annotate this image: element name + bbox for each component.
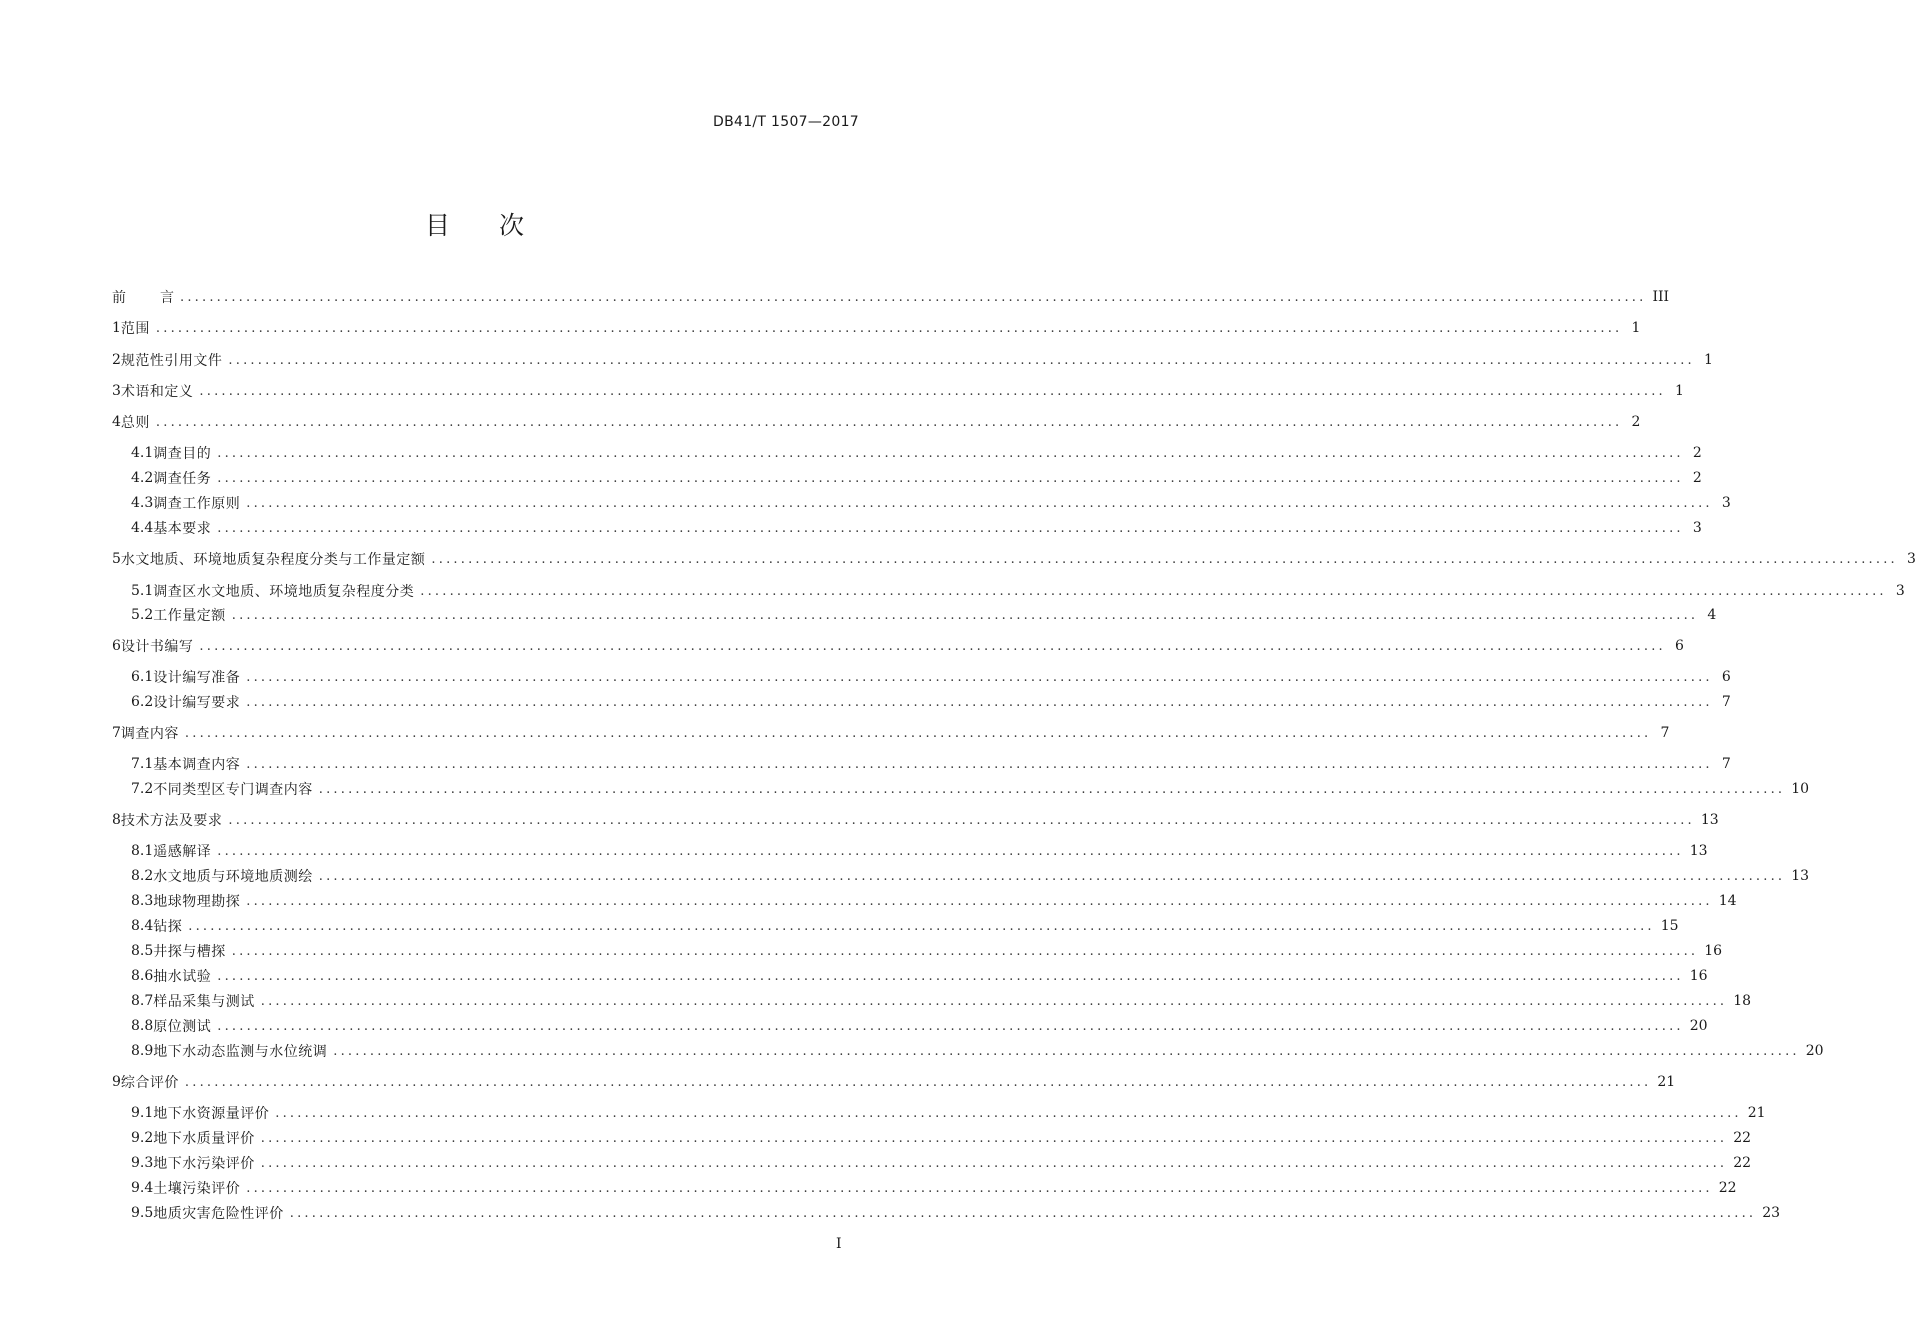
toc-entry-number: 4.2 [131, 470, 154, 486]
toc-entry-page: 2 [1692, 470, 1702, 486]
toc-entry-label: 井探与槽探 [153, 944, 226, 960]
toc-entry-label: 地下水质量评价 [153, 1131, 255, 1147]
toc-entry-label: 调查任务 [153, 471, 212, 487]
toc-entry-number: 7.1 [131, 756, 154, 772]
toc-entry-label: 水文地质与环境地质测绘 [153, 869, 313, 885]
toc-entry-label: 前 言 [112, 290, 174, 306]
toc-entry-label: 基本要求 [153, 521, 212, 537]
toc-entry[interactable] [131, 605, 1717, 625]
toc-entry-label: 样品采集与测试 [153, 994, 255, 1010]
toc-entry-number: 8.6 [131, 968, 154, 984]
toc-entry-number: 8.3 [131, 893, 154, 909]
toc-entry[interactable] [131, 866, 1810, 886]
toc-entry-page: 18 [1733, 993, 1752, 1009]
toc-entry[interactable] [131, 941, 1723, 961]
toc-leader-dots: ........................................................................................................................................................................................................ [246, 495, 1713, 511]
toc-leader-dots: ........................................................................................................................................................................................................ [246, 669, 1713, 685]
toc-entry-number: 9.4 [131, 1180, 154, 1196]
toc-entry-label: 设计编写准备 [153, 670, 241, 686]
toc-leader-dots: ........................................................................................................................................................................................................ [180, 289, 1647, 305]
toc-leader-dots: ........................................................................................................................................................................................................ [217, 445, 1684, 461]
toc-entry-label: 技术方法及要求 [120, 813, 223, 829]
toc-entry-page: III [1652, 289, 1670, 305]
toc-entry-number: 9.1 [131, 1105, 154, 1121]
toc-entry[interactable] [131, 1041, 1824, 1061]
toc-leader-dots: ........................................................................................................................................................................................................ [217, 520, 1684, 536]
toc-entry-label: 调查工作原则 [153, 496, 241, 512]
toc-entry[interactable] [131, 966, 1708, 986]
toc-leader-dots: ........................................................................................................................................................................................................ [228, 812, 1695, 828]
toc-entry-number: 4 [112, 414, 121, 430]
toc-entry[interactable] [131, 443, 1702, 463]
toc-entry-page: 22 [1733, 1155, 1752, 1171]
toc-entry-page: 16 [1704, 943, 1723, 959]
toc-entry-number: 2 [112, 352, 121, 368]
toc-entry-page: 3 [1721, 495, 1731, 511]
toc-entry[interactable] [131, 841, 1708, 861]
toc-entry-label: 总则 [120, 415, 150, 431]
toc-leader-dots: ........................................................................................................................................................................................................ [231, 607, 1699, 623]
toc-entry[interactable] [131, 468, 1702, 488]
toc-entry[interactable] [131, 493, 1731, 513]
toc-leader-dots: ........................................................................................................................................................................................................ [217, 1018, 1684, 1034]
page-title [0, 206, 950, 242]
toc-entry[interactable] [131, 754, 1731, 774]
toc-entry[interactable] [112, 350, 1713, 370]
title-char-left: 目 [424, 211, 451, 240]
toc-entry-label: 原位测试 [153, 1019, 212, 1035]
toc-entry-number: 8.2 [131, 868, 154, 884]
toc-entry-label: 地下水动态监测与水位统调 [153, 1044, 328, 1060]
toc-entry-number: 8.7 [131, 993, 154, 1009]
toc-leader-dots: ........................................................................................................................................................................................................ [318, 868, 1786, 884]
toc-leader-dots: ........................................................................................................................................................................................................ [318, 781, 1786, 797]
toc-entry-label: 地下水污染评价 [153, 1156, 255, 1172]
toc-leader-dots: ........................................................................................................................................................................................................ [155, 320, 1623, 336]
toc-entry-label: 工作量定额 [153, 608, 226, 624]
toc-entry-page: 21 [1747, 1105, 1766, 1121]
toc-entry-number: 9 [112, 1074, 121, 1090]
toc-entry-number: 4.1 [131, 445, 154, 461]
toc-entry-page: 3 [1895, 583, 1905, 599]
toc-entry[interactable] [112, 810, 1719, 830]
toc-entry-label: 不同类型区专门调查内容 [153, 782, 313, 798]
toc-entry[interactable] [131, 1178, 1737, 1198]
toc-entry-number: 6 [112, 638, 121, 654]
toc-leader-dots: ........................................................................................................................................................................................................ [184, 1074, 1652, 1090]
toc-entry-page: 13 [1689, 843, 1708, 859]
toc-leader-dots: ........................................................................................................................................................................................................ [246, 756, 1713, 772]
toc-entry-page: 6 [1721, 669, 1731, 685]
toc-entry[interactable] [112, 412, 1641, 432]
toc-entry-number: 8.1 [131, 843, 154, 859]
toc-entry-label: 设计书编写 [120, 639, 194, 655]
toc-entry[interactable] [131, 1128, 1752, 1148]
toc-leader-dots: ........................................................................................................................................................................................................ [246, 1180, 1713, 1196]
toc-entry[interactable] [112, 549, 1916, 569]
toc-entry[interactable] [131, 1016, 1708, 1036]
toc-entry[interactable] [131, 891, 1737, 911]
toc-entry-page: 2 [1631, 414, 1641, 430]
toc-entry-page: 15 [1660, 918, 1679, 934]
toc-entry[interactable] [131, 1203, 1781, 1223]
toc-leader-dots: ........................................................................................................................................................................................................ [199, 383, 1666, 399]
toc-entry-page: 20 [1689, 1018, 1708, 1034]
toc-entry-number: 4.4 [131, 520, 154, 536]
toc-entry-number: 8.9 [131, 1043, 154, 1059]
toc-leader-dots: ........................................................................................................................................................................................................ [199, 638, 1666, 654]
title-char-right: 次 [499, 211, 526, 240]
toc-entry-number: 9.3 [131, 1155, 154, 1171]
toc-entry-number: 8 [112, 812, 121, 828]
toc-leader-dots: ........................................................................................................................................................................................................ [275, 1105, 1742, 1121]
toc-entry[interactable] [131, 692, 1731, 712]
toc-entry-page: 3 [1692, 520, 1702, 536]
document-code: DB41/T 1507—2017 [713, 114, 859, 130]
toc-entry-page: 4 [1707, 607, 1717, 623]
toc-entry-label: 术语和定义 [120, 384, 194, 400]
toc-entry-number: 5 [112, 551, 121, 567]
toc-entry[interactable] [112, 318, 1641, 338]
toc-entry-label: 土壤污染评价 [153, 1181, 241, 1197]
toc-leader-dots: ........................................................................................................................................................................................................ [260, 993, 1728, 1009]
toc-entry[interactable] [131, 1153, 1752, 1173]
toc-entry-page: 22 [1718, 1180, 1737, 1196]
toc-entry[interactable] [131, 779, 1810, 799]
toc-leader-dots: ........................................................................................................................................................................................................ [217, 470, 1684, 486]
toc-entry-label: 钻探 [153, 919, 183, 935]
toc-entry-number: 5.1 [131, 583, 154, 599]
toc-entry-number: 3 [112, 383, 121, 399]
toc-entry-page: 1 [1703, 352, 1713, 368]
toc-entry[interactable] [112, 381, 1684, 401]
toc-entry-page: 7 [1721, 756, 1731, 772]
toc-entry-number: 6.2 [131, 694, 154, 710]
toc-leader-dots: ........................................................................................................................................................................................................ [188, 918, 1655, 934]
toc-entry-label: 抽水试验 [153, 969, 212, 985]
toc-leader-dots: ........................................................................................................................................................................................................ [431, 551, 1898, 567]
toc-entry[interactable] [131, 518, 1702, 538]
toc-entry-number: 8.8 [131, 1018, 154, 1034]
toc-entry-number: 9.5 [131, 1205, 154, 1221]
toc-entry-label: 地球物理勘探 [153, 894, 241, 910]
toc-entry-page: 14 [1718, 893, 1737, 909]
toc-entry[interactable] [131, 1103, 1766, 1123]
toc-entry-number: 7 [112, 725, 121, 741]
toc-entry-label: 调查区水文地质、环境地质复杂程度分类 [153, 584, 415, 600]
toc-entry[interactable] [112, 1072, 1676, 1092]
toc-entry[interactable] [112, 287, 1670, 307]
toc-entry-label: 范围 [120, 321, 150, 337]
toc-entry[interactable] [131, 916, 1679, 936]
toc-entry-page: 10 [1791, 781, 1810, 797]
toc-entry-page: 20 [1805, 1043, 1824, 1059]
toc-entry-number: 8.5 [131, 943, 154, 959]
toc-entry-page: 1 [1674, 383, 1684, 399]
toc-entry-label: 水文地质、环境地质复杂程度分类与工作量定额 [120, 552, 426, 568]
toc-leader-dots: ........................................................................................................................................................................................................ [228, 352, 1695, 368]
toc-entry[interactable] [131, 581, 1905, 601]
toc-entry-label: 规范性引用文件 [120, 353, 223, 369]
toc-leader-dots: ........................................................................................................................................................................................................ [420, 583, 1887, 599]
toc-leader-dots: ........................................................................................................................................................................................................ [155, 414, 1623, 430]
toc-entry-label: 综合评价 [120, 1075, 179, 1091]
toc-leader-dots: ........................................................................................................................................................................................................ [231, 943, 1699, 959]
toc-entry-label: 调查内容 [120, 726, 179, 742]
toc-entry-page: 16 [1689, 968, 1708, 984]
toc-entry-page: 3 [1906, 551, 1916, 567]
toc-entry-number: 1 [112, 320, 121, 336]
toc-leader-dots: ........................................................................................................................................................................................................ [184, 725, 1652, 741]
toc-entry[interactable] [112, 723, 1670, 743]
toc-entry-page: 13 [1791, 868, 1810, 884]
toc-entry-number: 8.4 [131, 918, 154, 934]
toc-entry-label: 遥感解译 [153, 844, 212, 860]
toc-entry-number: 7.2 [131, 781, 154, 797]
toc-entry-page: 7 [1721, 694, 1731, 710]
toc-entry-page: 22 [1733, 1130, 1752, 1146]
toc-entry-page: 21 [1657, 1074, 1676, 1090]
toc-entry-page: 7 [1660, 725, 1670, 741]
toc-entry-page: 23 [1762, 1205, 1781, 1221]
toc-entry[interactable] [131, 991, 1752, 1011]
toc-entry-label: 基本调查内容 [153, 757, 241, 773]
toc-leader-dots: ........................................................................................................................................................................................................ [260, 1155, 1728, 1171]
toc-leader-dots: ........................................................................................................................................................................................................ [260, 1130, 1728, 1146]
toc-leader-dots: ........................................................................................................................................................................................................ [246, 694, 1713, 710]
toc-entry-page: 13 [1700, 812, 1719, 828]
toc-entry-label: 调查目的 [153, 446, 212, 462]
toc-leader-dots: ........................................................................................................................................................................................................ [333, 1043, 1800, 1059]
toc-entry-number: 5.2 [131, 607, 154, 623]
toc-leader-dots: ........................................................................................................................................................................................................ [217, 843, 1684, 859]
toc-entry-label: 地下水资源量评价 [153, 1106, 270, 1122]
toc-entry-page: 2 [1692, 445, 1702, 461]
toc-entry-label: 设计编写要求 [153, 695, 241, 711]
toc-entry-label: 地质灾害危险性评价 [153, 1206, 284, 1222]
toc-entry-number: 4.3 [131, 495, 154, 511]
page-number: I [836, 1236, 842, 1252]
toc-entry-page: 6 [1674, 638, 1684, 654]
toc-leader-dots: ........................................................................................................................................................................................................ [289, 1205, 1757, 1221]
toc-leader-dots: ........................................................................................................................................................................................................ [246, 893, 1713, 909]
toc-entry-number: 9.2 [131, 1130, 154, 1146]
toc-entry-page: 1 [1631, 320, 1641, 336]
toc-entry-number: 6.1 [131, 669, 154, 685]
toc-entry[interactable] [112, 636, 1684, 656]
toc-entry[interactable] [131, 667, 1731, 687]
toc-leader-dots: ........................................................................................................................................................................................................ [217, 968, 1684, 984]
